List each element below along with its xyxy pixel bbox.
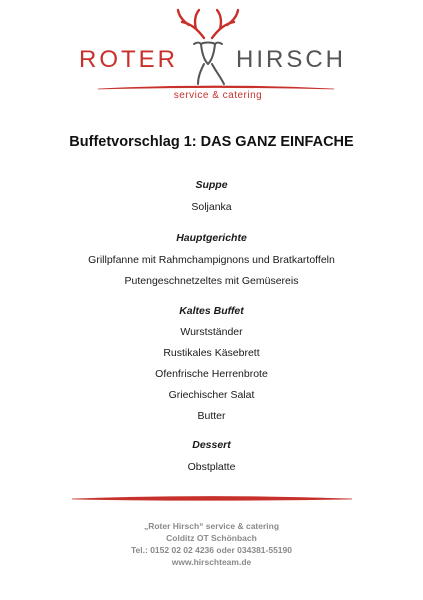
footer-phone: Tel.: 0152 02 02 4236 oder 034381-55190 — [131, 545, 292, 555]
brand-tagline: service & catering — [173, 90, 263, 101]
menu-item: Obstplatte — [187, 461, 236, 473]
footer-website[interactable]: www.hirschteam.de — [171, 557, 252, 567]
menu-item: Ofenfrische Herrenbrote — [155, 368, 268, 380]
brand-name-right: HIRSCH — [236, 46, 347, 73]
section-title: Kaltes Buffet — [179, 305, 244, 317]
section-title: Hauptgerichte — [176, 232, 247, 244]
footer-company: „Roter Hirsch“ service & catering — [143, 521, 280, 531]
menu-section-hauptgerichte — [0, 232, 423, 287]
menu-section-suppe — [0, 179, 423, 213]
menu-item: Griechischer Salat — [168, 389, 255, 401]
footer-divider — [70, 494, 354, 504]
menu-section-dessert — [0, 439, 423, 473]
footer-address: Colditz OT Schönbach — [166, 533, 257, 543]
menu-item: Wurstständer — [180, 326, 243, 338]
section-title: Suppe — [195, 179, 228, 191]
letterhead — [0, 0, 423, 110]
menu-item: Putengeschnetzeltes mit Gemüsereis — [124, 275, 299, 287]
brand-name-left: ROTER — [79, 46, 178, 73]
menu-item: Butter — [197, 410, 226, 422]
page-title: Buffetvorschlag 1: DAS GANZ EINFACHE — [69, 134, 354, 150]
menu-item: Rustikales Käsebrett — [163, 347, 260, 359]
menu-section-kaltes-buffet — [0, 305, 423, 422]
footer — [0, 520, 423, 568]
menu-item: Grillpfanne mit Rahmchampignons und Bratkartoffeln — [88, 254, 335, 266]
menu-item: Soljanka — [191, 201, 232, 213]
section-title: Dessert — [192, 439, 231, 451]
